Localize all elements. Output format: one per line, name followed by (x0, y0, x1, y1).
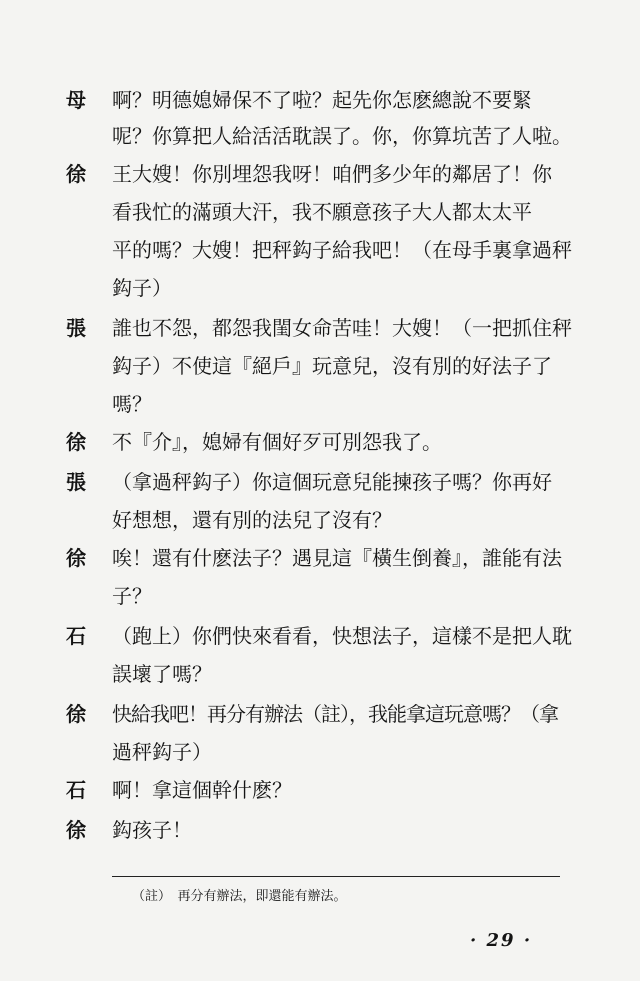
speaker-name: 徐 (66, 430, 86, 454)
speaker-name: 徐 (66, 818, 86, 842)
dialogue-line: 快給我吧！再分有辦法（註），我能拿這玩意嗎？（拿 (112, 702, 558, 726)
dialogue-line: （拿過秤鈎子）你這個玩意兒能揀孩子嗎？你再好 (112, 470, 552, 494)
speaker-name: 徐 (66, 162, 86, 186)
speaker-name: 母 (66, 88, 86, 112)
dialogue-line: 不『介』，媳婦有個好歹可別怨我了。 (112, 430, 442, 454)
dialogue-line: 誤壞了嗎？ (112, 662, 212, 686)
footnote-divider (112, 876, 560, 877)
dialogue-line: 好想想，還有別的法兒了沒有？ (112, 508, 392, 532)
dialogue-line: 誰也不怨，都怨我閨女命苦哇！大嫂！（一把抓住秤 (112, 316, 572, 340)
speaker-name: 徐 (66, 702, 86, 726)
speaker-name: 石 (66, 778, 86, 802)
speaker-name: 張 (66, 316, 86, 340)
dialogue-line: 嗎？ (112, 392, 152, 416)
speaker-name: 石 (66, 624, 86, 648)
dialogue-line: 看我忙的滿頭大汗，我不願意孩子大人都太太平 (112, 200, 532, 224)
dialogue-line: 王大嫂！你別埋怨我呀！咱們多少年的鄰居了！你 (112, 162, 552, 186)
dialogue-line: 鈎子） (112, 276, 172, 300)
dialogue-line: 過秤鈎子） (112, 740, 212, 764)
speaker-name: 張 (66, 470, 86, 494)
dialogue-line: （跑上）你們快來看看，快想法子，這樣不是把人耽 (112, 624, 572, 648)
dialogue-line: 鈎子）不使這『絕戶』玩意兒，沒有別的好法子了 (112, 354, 552, 378)
dialogue-line: 呢？你算把人給活活耽誤了。你，你算坑苦了人啦。 (112, 124, 572, 148)
dialogue-line: 唉！還有什麽法子？遇見這『橫生倒養』，誰能有法 (112, 546, 562, 570)
speaker-name: 徐 (66, 546, 86, 570)
dialogue-line: 鈎孩子！ (112, 818, 192, 842)
dialogue-line: 啊？明德媳婦保不了啦？起先你怎麽總說不要緊 (112, 88, 532, 112)
dialogue-line: 啊！拿這個幹什麽？ (112, 778, 292, 802)
dialogue-line: 子？ (112, 584, 152, 608)
footnote: （註） 再分有辦法，即還能有辦法。 (132, 889, 347, 904)
page-number: · 29 · (470, 930, 533, 951)
dialogue-line: 平的嗎？大嫂！把秤鈎子給我吧！（在母手裏拿過秤 (112, 238, 572, 262)
